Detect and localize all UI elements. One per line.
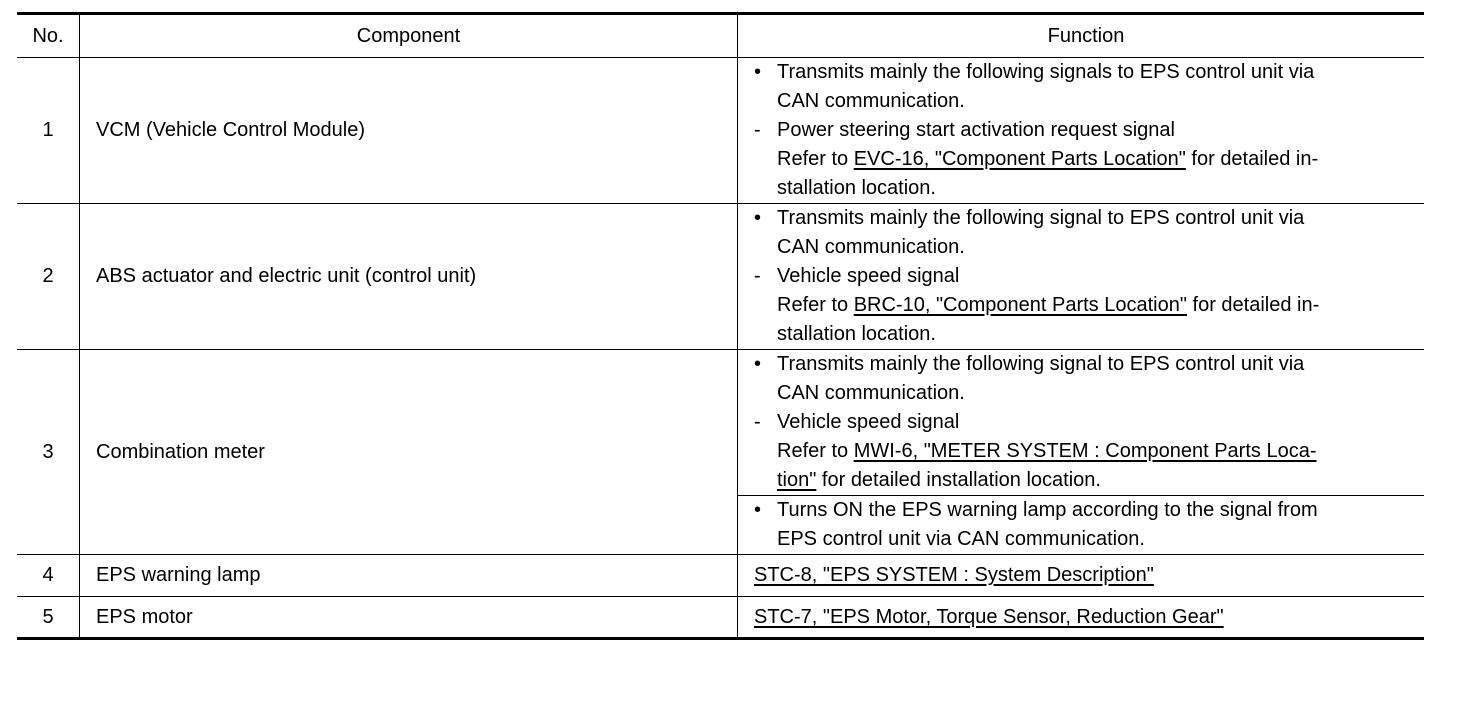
function-line: • Transmits mainly the following signals to EPS control unit via bbox=[754, 58, 1418, 87]
row-number: 5 bbox=[17, 597, 80, 639]
function-line: CAN communication. bbox=[777, 90, 965, 112]
dash-marker: - bbox=[754, 119, 761, 141]
row-number: 4 bbox=[17, 555, 80, 597]
reference-link[interactable]: STC-8, "EPS SYSTEM : System Description" bbox=[754, 564, 1154, 586]
dash-marker: - bbox=[754, 265, 761, 287]
component-name: VCM (Vehicle Control Module) bbox=[80, 58, 738, 204]
function-line: stallation location. bbox=[777, 177, 936, 199]
header-component: Component bbox=[80, 14, 738, 58]
table-row bbox=[17, 555, 1424, 597]
function-line: Refer to BRC-10, "Component Parts Location" for detailed in- bbox=[777, 294, 1320, 316]
row-number: 1 bbox=[17, 58, 80, 204]
function-cell bbox=[738, 350, 1425, 496]
component-name: EPS warning lamp bbox=[80, 555, 738, 597]
dash-marker: - bbox=[754, 411, 761, 433]
table-row bbox=[17, 597, 1424, 639]
function-line: Refer to MWI-6, "METER SYSTEM : Component Parts Loca- bbox=[777, 440, 1317, 462]
reference-link[interactable]: EVC-16, "Component Parts Location" bbox=[853, 148, 1186, 170]
function-line: Refer to EVC-16, "Component Parts Location" for detailed in- bbox=[777, 148, 1319, 170]
function-line: • Turns ON the EPS warning lamp according to the signal from bbox=[754, 496, 1418, 525]
row-number: 2 bbox=[17, 204, 80, 350]
function-line: - Vehicle speed signal bbox=[754, 408, 1418, 437]
function-cell bbox=[738, 204, 1425, 350]
function-cell bbox=[738, 496, 1425, 555]
function-line: stallation location. bbox=[777, 323, 936, 345]
reference-link[interactable]: MWI-6, "METER SYSTEM : Component Parts Loca- bbox=[853, 440, 1317, 462]
function-cell bbox=[738, 58, 1425, 204]
table-row bbox=[17, 204, 1424, 350]
function-line: • Transmits mainly the following signal to EPS control unit via bbox=[754, 204, 1418, 233]
header-function: Function bbox=[738, 14, 1425, 58]
function-line: CAN communication. bbox=[777, 382, 965, 404]
bullet-marker: • bbox=[754, 499, 762, 521]
function-line: - Vehicle speed signal bbox=[754, 262, 1418, 291]
function-cell bbox=[738, 555, 1425, 597]
component-name: EPS motor bbox=[80, 597, 738, 639]
reference-link[interactable]: STC-7, "EPS Motor, Torque Sensor, Reduction Gear" bbox=[754, 605, 1224, 628]
function-line: • Transmits mainly the following signal to EPS control unit via bbox=[754, 350, 1418, 379]
component-name: ABS actuator and electric unit (control unit) bbox=[80, 204, 738, 350]
table-row bbox=[17, 350, 1424, 496]
function-line: EPS control unit via CAN communication. bbox=[777, 528, 1145, 550]
bullet-marker: • bbox=[754, 207, 762, 229]
header-row bbox=[17, 14, 1424, 58]
bullet-marker: • bbox=[754, 353, 762, 375]
function-cell bbox=[738, 597, 1425, 639]
function-line: - Power steering start activation request signal bbox=[754, 116, 1418, 145]
component-name: Combination meter bbox=[80, 350, 738, 555]
function-line: tion" for detailed installation location. bbox=[777, 469, 1101, 491]
header-no: No. bbox=[17, 14, 80, 58]
function-line: CAN communication. bbox=[777, 236, 965, 258]
component-function-table bbox=[17, 12, 1424, 640]
reference-link[interactable]: tion" bbox=[777, 469, 817, 491]
row-number: 3 bbox=[17, 350, 80, 555]
bullet-marker: • bbox=[754, 61, 762, 83]
table-row bbox=[17, 58, 1424, 204]
reference-link[interactable]: BRC-10, "Component Parts Location" bbox=[853, 294, 1187, 316]
